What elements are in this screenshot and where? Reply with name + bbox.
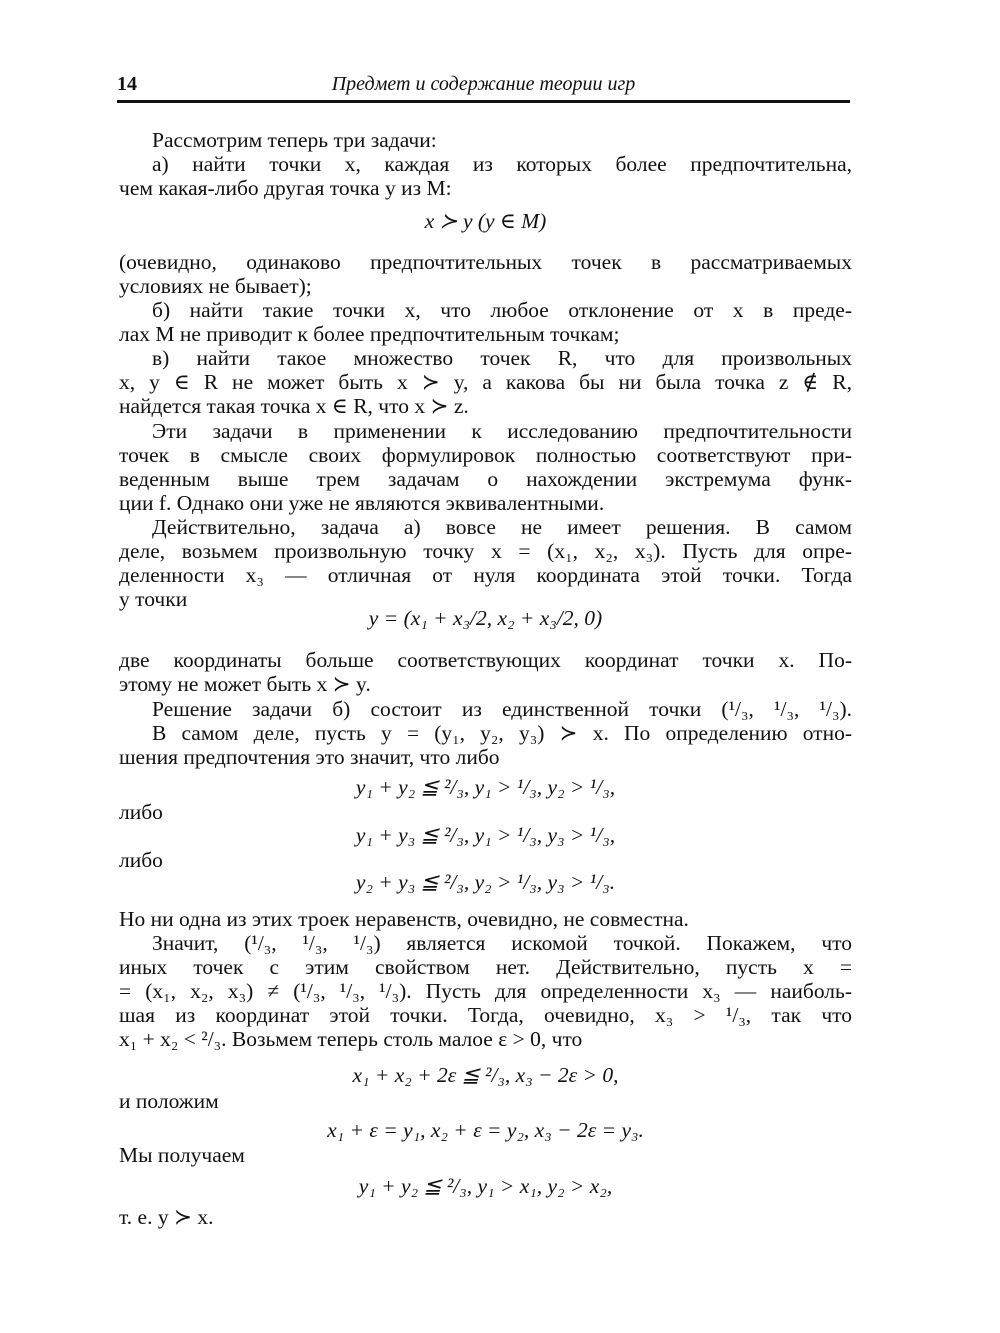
running-header [117,72,850,103]
text-line: (очевидно, одинаково предпочтительных точек в рассматриваемых [119,250,852,274]
equation: x₁ + ε = y₁, x₂ + ε = y₂, x₃ − 2ε = y₃. [327,1118,644,1142]
running-title: Предмет и содержание теории игр [331,73,636,95]
text-line: лах M не приводит к более предпочтительным точкам; [119,322,620,346]
text-line: иных точек с этим свойством нет. Действительно, пусть x = [119,955,852,979]
equation: y₁ + y₂ ≦ ²/₃, y₁ > ¹/₃, y₂ > ¹/₃, [355,775,616,799]
text-line: x₁ + x₂ < ²/₃. Возьмем теперь столь малое ε > 0, что [119,1027,583,1051]
text-line: чем какая-либо другая точка y из M: [119,176,452,200]
text-line: условиях не бывает); [119,274,312,298]
equation: y₁ + y₃ ≦ ²/₃, y₁ > ¹/₃, y₃ > ¹/₃, [355,823,616,847]
text-line: т. е. y ≻ x. [119,1205,214,1229]
text-line: Действительно, задача а) вовсе не имеет решения. В самом [152,515,852,539]
page-number: 14 [117,73,137,95]
text-line: и положим [119,1089,219,1113]
text-line: Решение задачи б) состоит из единственной точки (¹/₃, ¹/₃, ¹/₃). [152,697,852,721]
text-line: либо [119,848,163,872]
equation: y₂ + y₃ ≦ ²/₃, y₂ > ¹/₃, y₃ > ¹/₃. [355,870,616,894]
text-line: веденным выше трем задачам о нахождении экстремума функ- [119,467,852,491]
text-line: x, y ∈ R не может быть x ≻ y, а какова бы ни была точка z ∉ R, [119,370,852,394]
text-line: Эти задачи в применении к исследованию предпочтительности [152,419,852,443]
text-line: шая из координат этой точки. Тогда, очевидно, x₃ > ¹/₃, так что [119,1003,852,1027]
text-line: этому не может быть x ≻ y. [119,672,371,696]
text-line: В самом деле, пусть y = (y₁, y₂, y₃) ≻ x. По определению отно- [152,721,852,745]
equation: x₁ + x₂ + 2ε ≦ ²/₃, x₃ − 2ε > 0, [352,1063,619,1087]
text-line: либо [119,800,163,824]
text-line: Значит, (¹/₃, ¹/₃, ¹/₃) является искомой точкой. Покажем, что [152,931,852,955]
text-line: = (x₁, x₂, x₃) ≠ (¹/₃, ¹/₃, ¹/₃). Пусть для определенности x₃ — наиболь- [119,979,852,1003]
text-line: а) найти точки x, каждая из которых более предпочтительна, [152,152,852,176]
text-line: шения предпочтения это значит, что либо [119,745,500,769]
text-line: ции f. Однако они уже не являются эквивалентными. [119,491,605,515]
text-line: точек в смысле своих формулировок полностью соответствуют при- [119,443,852,467]
text-line: две координаты больше соответствующих координат точки x. По- [119,648,852,672]
text-line: у точки [119,587,188,611]
text-line: деленности x₃ — отличная от нуля координата этой точки. Тогда [119,563,852,587]
equation: x ≻ y (y ∈ M) [424,209,547,233]
text-line: Рассмотрим теперь три задачи: [152,128,437,152]
text-line: в) найти такое множество точек R, что для произвольных [152,346,852,370]
text-line: Мы получаем [119,1143,245,1167]
text-line: б) найти такие точки x, что любое отклонение от x в преде- [152,298,852,322]
equation: y = (x₁ + x₃/2, x₂ + x₃/2, 0) [368,606,603,630]
text-line: Но ни одна из этих троек неравенств, очевидно, не совместна. [119,907,689,931]
equation: y₁ + y₂ ≦ ²/₃, y₁ > x₁, y₂ > x₂, [358,1174,613,1198]
text-line: деле, возьмем произвольную точку x = (x₁, x₂, x₃). Пусть для опре- [119,539,852,563]
text-line: найдется такая точка x ∈ R, что x ≻ z. [119,394,469,418]
